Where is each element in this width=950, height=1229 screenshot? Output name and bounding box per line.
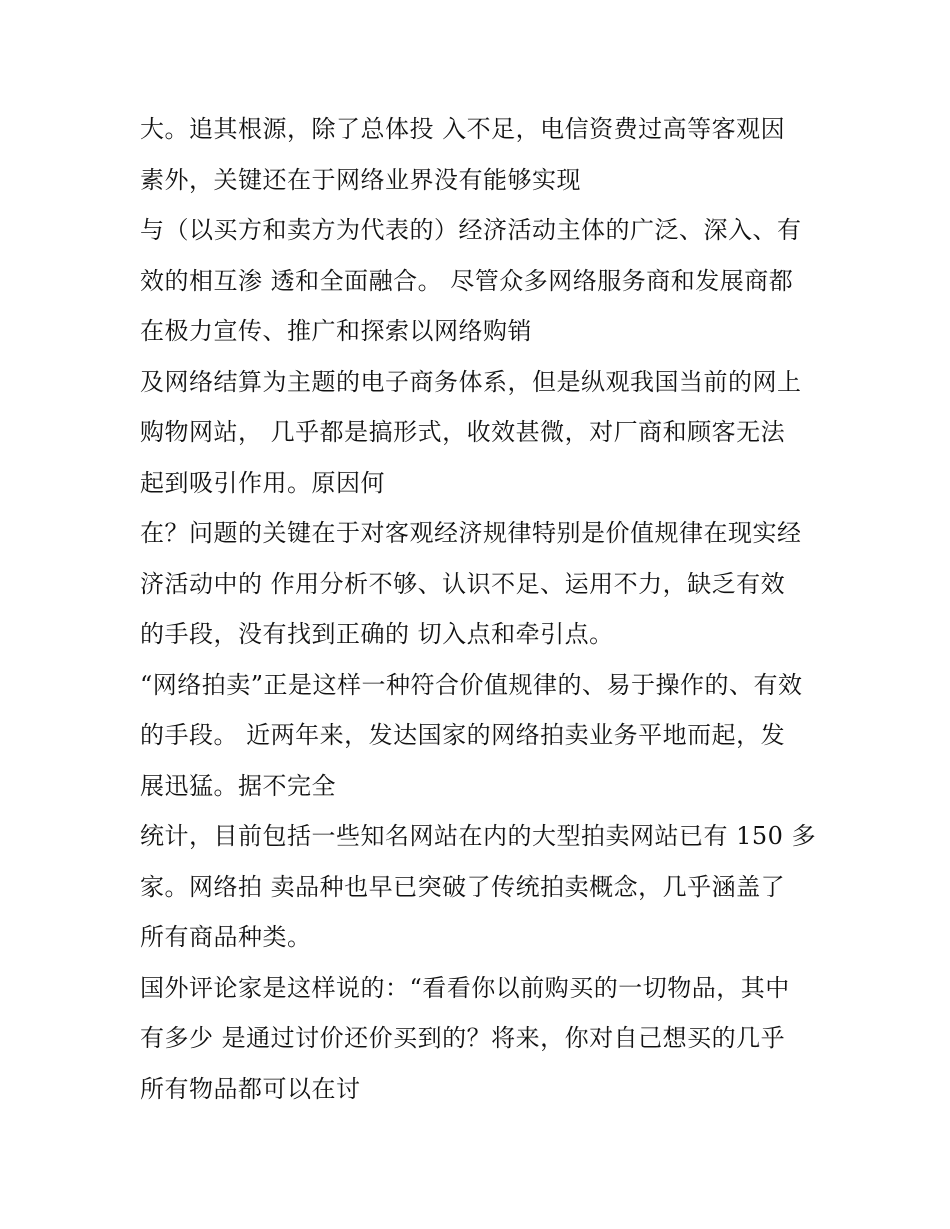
text-line: 在？问题的关键在于对客观经济规律特别是价值规律在现实经 <box>140 519 802 547</box>
text-line: 所有物品都可以在讨 <box>140 1074 361 1103</box>
document-body <box>140 104 830 1114</box>
text-line: 素外，关键还在于网络业界没有能够实现 <box>140 165 581 194</box>
text-line: 购物网站， 几乎都是搞形式，收效甚微，对厂商和顾客无法 <box>140 418 786 446</box>
text-line: 起到吸引作用。原因何 <box>140 468 385 497</box>
text-line: 大。追其根源，除了总体投 入不足，电信资费过高等客观因 <box>140 115 786 143</box>
text-line: 所有商品种类。 <box>140 923 312 951</box>
text-line: 家。网络拍 卖品种也早已突破了传统拍卖概念，几乎涵盖了 <box>140 872 786 901</box>
text-line: 有多少 是通过讨价还价买到的？将来，你对自己想买的几乎 <box>140 1024 786 1052</box>
text-line: 与（以买方和卖方为代表的）经济活动主体的广泛、深入、有 <box>140 216 802 244</box>
text-line: 国外评论家是这样说的：“看看你以前购买的一切物品，其中 <box>140 973 790 1002</box>
text-line: 效的相互渗 透和全面融合。 尽管众多网络服务商和发展商都 <box>140 266 794 295</box>
text-line: 的手段。 近两年来，发达国家的网络拍卖业务平地而起，发 <box>140 721 786 749</box>
text-line: 的手段，没有找到正确的 切入点和牵引点。 <box>140 620 614 648</box>
text-line: “网络拍卖”正是这样一种符合价值规律的、易于操作的、有效 <box>140 670 803 699</box>
text-line: 济活动中的 作用分析不够、认识不足、运用不力，缺乏有效 <box>140 569 786 598</box>
text-line: 在极力宣传、推广和探索以网络购销 <box>140 317 532 345</box>
text-line: 统计，目前包括一些知名网站在内的大型拍卖网站已有 150 多 <box>140 822 817 850</box>
text-line: 展迅猛。据不完全 <box>140 771 336 800</box>
text-line: 及网络结算为主题的电子商务体系，但是纵观我国当前的网上 <box>140 367 802 396</box>
